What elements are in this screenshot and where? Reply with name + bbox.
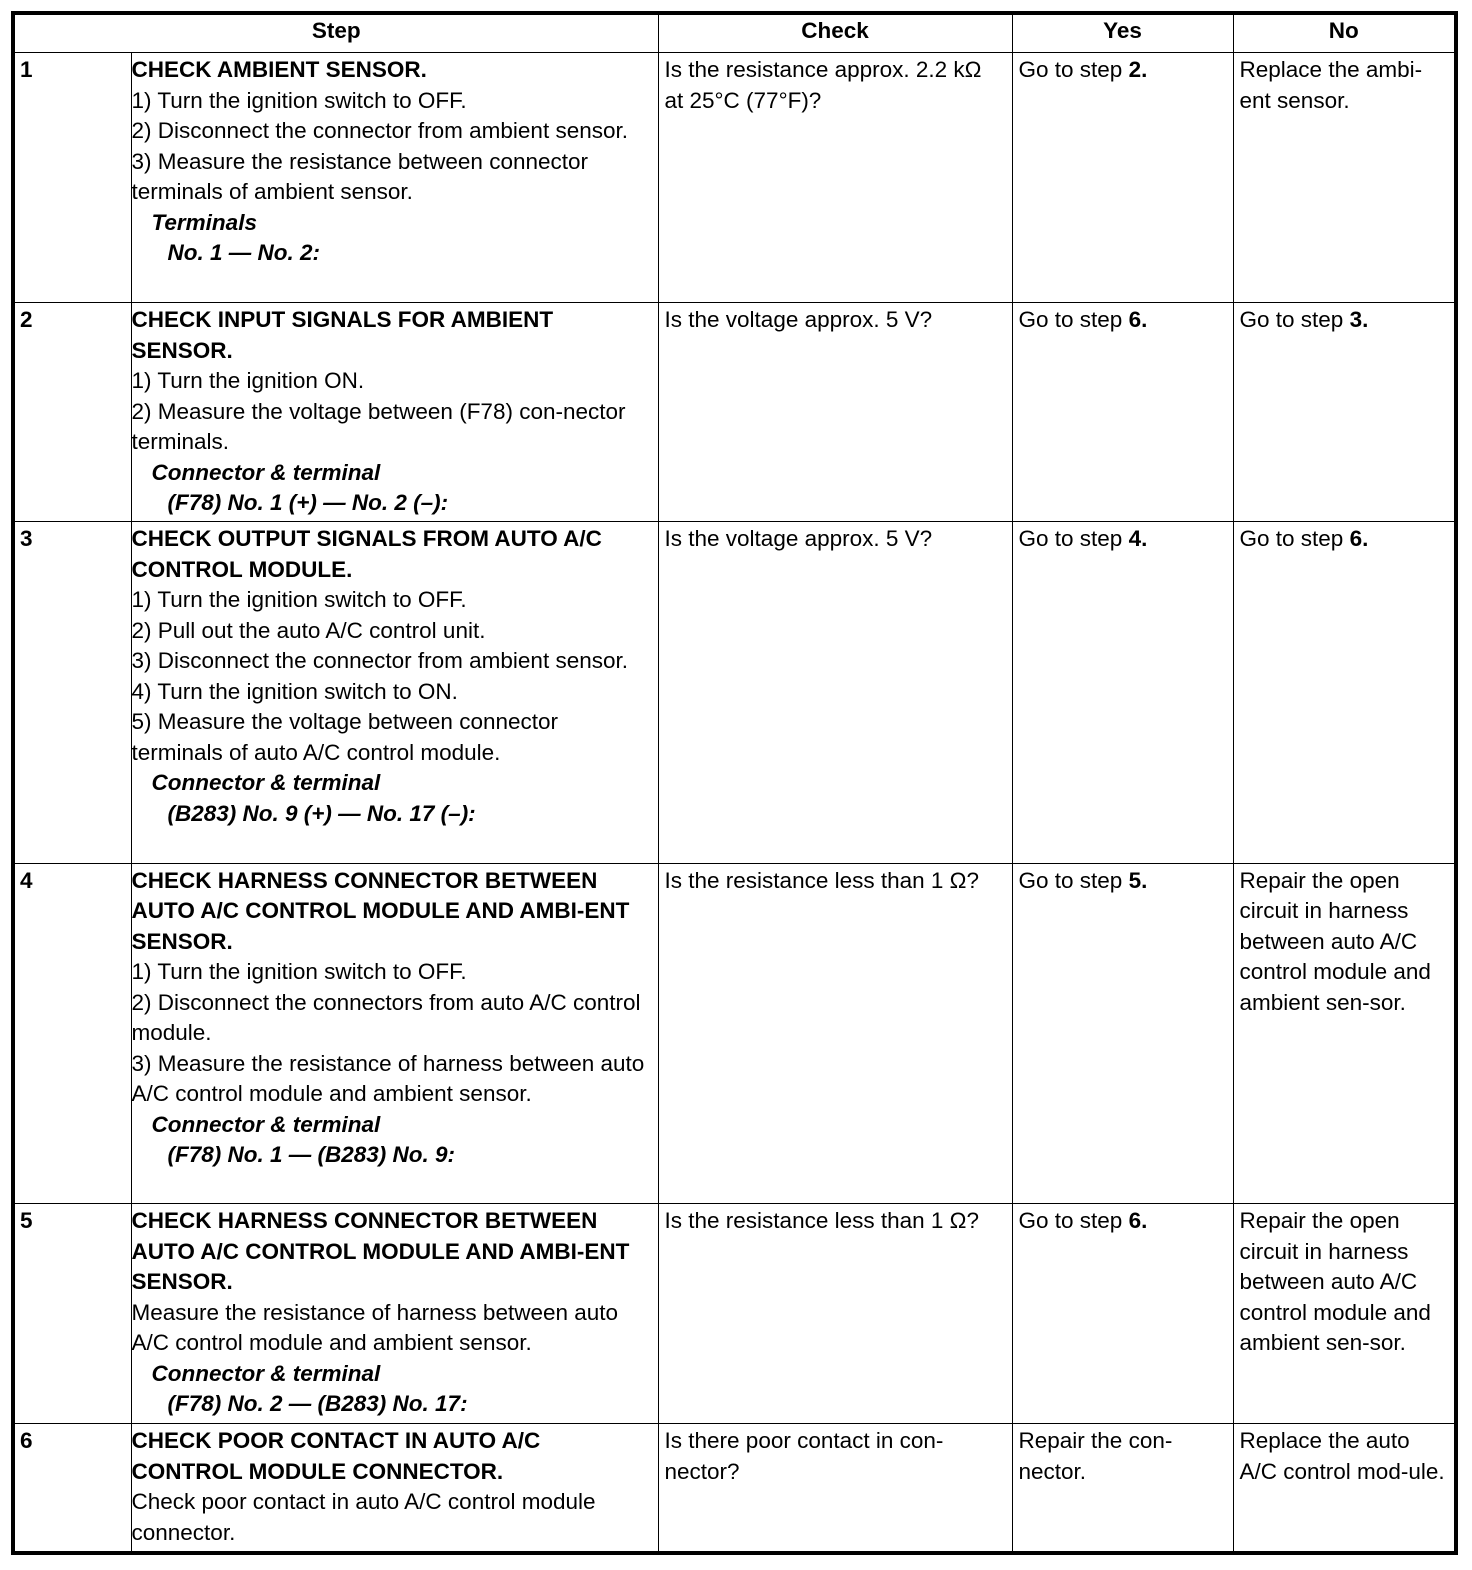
step-number: 1	[13, 53, 131, 303]
yes-cell	[1012, 53, 1233, 303]
instruction: 1) Turn the ignition switch to OFF.	[131, 87, 467, 113]
yes-step-value: 5.	[1128, 867, 1148, 893]
instruction: 2) Measure the voltage between (F78) con-nector terminals.	[131, 398, 626, 455]
yes-text: Repair the con-nector.	[1018, 1428, 1173, 1484]
sub-value: (F78) No. 1 — (B283) No. 9:	[167, 1142, 456, 1168]
yes-text: Go to step	[1018, 1208, 1129, 1234]
step-number: 6	[13, 1424, 131, 1553]
step-number: 2	[13, 303, 131, 522]
instruction: 1) Turn the ignition switch to OFF.	[131, 587, 467, 613]
yes-text: Go to step	[1018, 867, 1129, 893]
sub-label: Terminals	[151, 209, 257, 235]
step-description	[131, 1424, 658, 1553]
instruction: 3) Measure the resistance of harness between auto A/C control module and ambient sensor.	[131, 1050, 645, 1107]
instruction: 4) Turn the ignition switch to ON.	[131, 678, 458, 704]
instruction: 2) Disconnect the connectors from auto A/C control module.	[131, 989, 641, 1046]
no-text: Go to step	[1239, 526, 1350, 552]
diagnostic-table	[11, 11, 1458, 1555]
yes-step-value: 6.	[1128, 307, 1148, 333]
table-row	[13, 863, 1456, 1203]
step-title: CHECK POOR CONTACT IN AUTO A/C CONTROL MODULE CONNECTOR.	[131, 1428, 541, 1484]
sub-label: Connector & terminal	[151, 1111, 381, 1137]
instruction: 1) Turn the ignition switch to OFF.	[131, 959, 467, 985]
no-text: Repair the open circuit in harness between auto A/C control module and ambient sen-sor.	[1239, 1208, 1431, 1356]
yes-cell	[1012, 522, 1233, 863]
check-cell: Is there poor contact in con-nector?	[658, 1424, 1012, 1553]
sub-label: Connector & terminal	[151, 770, 381, 796]
no-cell	[1233, 53, 1456, 303]
sub-value: (B283) No. 9 (+) — No. 17 (–):	[167, 800, 476, 826]
check-cell: Is the voltage approx. 5 V?	[658, 303, 1012, 522]
instruction: Check poor contact in auto A/C control module connector.	[131, 1489, 596, 1545]
step-title: CHECK HARNESS CONNECTOR BETWEEN AUTO A/C CONTROL MODULE AND AMBI-ENT SENSOR.	[131, 867, 630, 954]
no-text: Repair the open circuit in harness between auto A/C control module and ambient sen-sor.	[1239, 867, 1431, 1015]
table-row	[13, 522, 1456, 863]
header-check: Check	[658, 13, 1012, 53]
instruction: 1) Turn the ignition ON.	[131, 368, 365, 394]
header-no: No	[1233, 13, 1456, 53]
instruction: 2) Disconnect the connector from ambient sensor.	[131, 118, 628, 143]
header-yes: Yes	[1012, 13, 1233, 53]
step-title: CHECK HARNESS CONNECTOR BETWEEN AUTO A/C CONTROL MODULE AND AMBI-ENT SENSOR.	[131, 1208, 630, 1295]
no-cell	[1233, 1204, 1456, 1424]
instruction: 3) Disconnect the connector from ambient sensor.	[131, 648, 628, 674]
check-cell: Is the voltage approx. 5 V?	[658, 522, 1012, 863]
check-cell: Is the resistance less than 1 Ω?	[658, 1204, 1012, 1424]
yes-text: Go to step	[1018, 526, 1129, 552]
header-step: Step	[13, 13, 658, 53]
yes-step-value: 6.	[1128, 1208, 1148, 1234]
check-cell: Is the resistance less than 1 Ω?	[658, 863, 1012, 1203]
no-cell	[1233, 863, 1456, 1203]
yes-cell	[1012, 1424, 1233, 1553]
no-text: Replace the auto A/C control mod-ule.	[1239, 1428, 1445, 1484]
no-step-value: 6.	[1349, 526, 1369, 552]
sub-value: (F78) No. 2 — (B283) No. 17:	[167, 1391, 468, 1417]
no-text: Replace the ambi-ent sensor.	[1239, 57, 1423, 113]
instruction: 3) Measure the resistance between connector terminals of ambient sensor.	[131, 148, 589, 204]
table-row	[13, 53, 1456, 303]
check-cell: Is the resistance approx. 2.2 kΩ at 25°C (77°F)?	[658, 53, 1012, 303]
step-description	[131, 1204, 658, 1424]
instruction: 2) Pull out the auto A/C control unit.	[131, 617, 486, 643]
instruction: 5) Measure the voltage between connector terminals of auto A/C control module.	[131, 709, 559, 765]
sub-label: Connector & terminal	[151, 1360, 381, 1386]
step-description	[131, 303, 658, 522]
yes-cell	[1012, 1204, 1233, 1424]
table-row	[13, 1424, 1456, 1553]
sub-value: (F78) No. 1 (+) — No. 2 (–):	[167, 490, 449, 516]
sub-value: No. 1 — No. 2:	[167, 240, 321, 265]
no-cell	[1233, 522, 1456, 863]
step-number: 5	[13, 1204, 131, 1424]
step-number: 4	[13, 863, 131, 1203]
no-cell	[1233, 1424, 1456, 1553]
yes-step-value: 4.	[1128, 526, 1148, 552]
no-text: Go to step	[1239, 307, 1350, 333]
step-title: CHECK AMBIENT SENSOR.	[131, 57, 427, 82]
no-cell	[1233, 303, 1456, 522]
instruction: Measure the resistance of harness between auto A/C control module and ambient sensor.	[131, 1299, 619, 1356]
step-title: CHECK OUTPUT SIGNALS FROM AUTO A/C CONTROL MODULE.	[131, 526, 602, 582]
step-description	[131, 863, 658, 1203]
no-step-value: 3.	[1349, 307, 1369, 333]
table-row	[13, 1204, 1456, 1424]
step-title: CHECK INPUT SIGNALS FOR AMBIENT SENSOR.	[131, 307, 554, 363]
sub-label: Connector & terminal	[151, 459, 381, 485]
yes-cell	[1012, 303, 1233, 522]
yes-step-value: 2.	[1128, 57, 1148, 82]
yes-text: Go to step	[1018, 57, 1129, 82]
yes-cell	[1012, 863, 1233, 1203]
table-row	[13, 303, 1456, 522]
step-description	[131, 53, 658, 303]
step-number: 3	[13, 522, 131, 863]
yes-text: Go to step	[1018, 307, 1129, 333]
header-row	[13, 13, 1456, 53]
step-description	[131, 522, 658, 863]
